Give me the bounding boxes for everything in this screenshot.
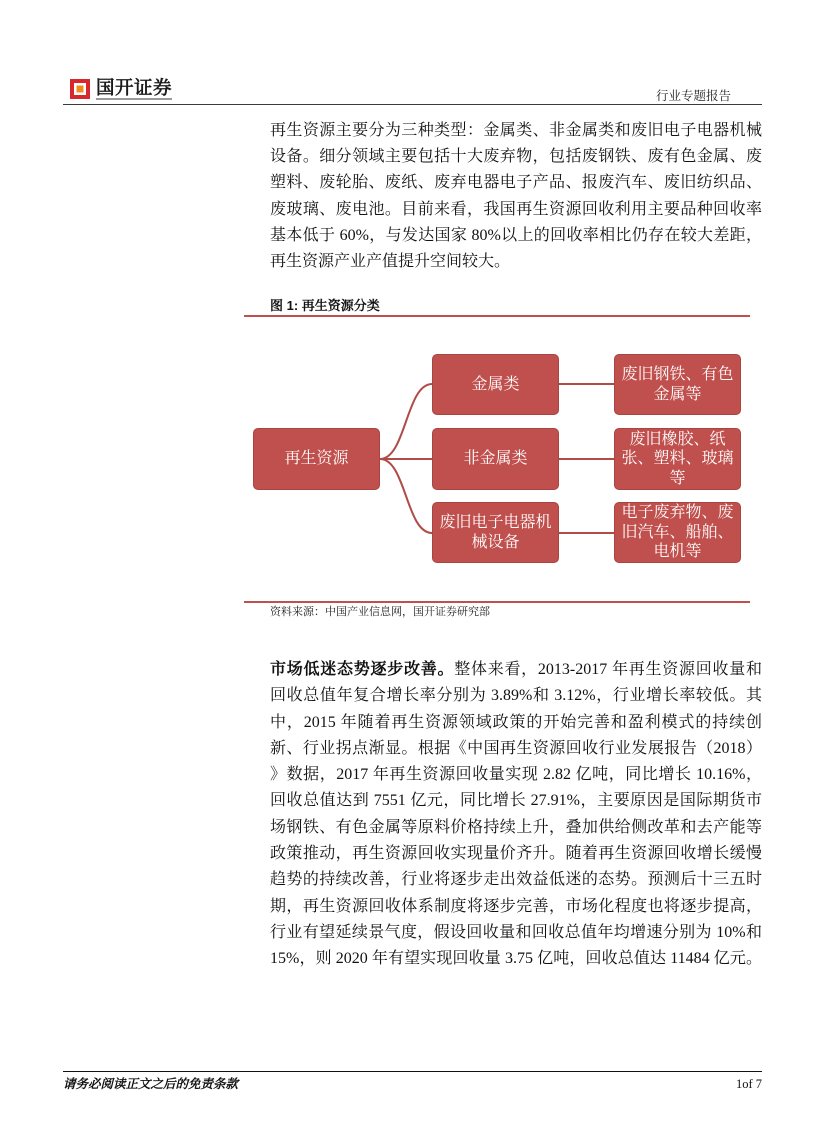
detail-node-label: 旧汽车、船舶、 — [621, 523, 734, 541]
paragraph-line: 政策推动，再生资源回收实现量价齐升。随着再生资源回收增长缓慢 — [270, 845, 762, 863]
page-number: 1of 7 — [735, 1077, 762, 1091]
category-node-label: 非金属类 — [463, 450, 528, 468]
paragraph-line: 15%，则 2020 年有望实现回收量 3.75 亿吨，回收总值达 11484 亿元。 — [270, 950, 762, 968]
detail-node-label: 金属等 — [653, 385, 702, 403]
detail-node-nonmetal — [614, 428, 741, 490]
paragraph-line: 塑料、废轮胎、废纸、废弃电器电子产品、报废汽车、废旧纺织品、 — [270, 174, 762, 192]
footer-divider — [63, 1071, 762, 1072]
paragraph-line: 设备。细分领域主要包括十大废弃物，包括废钢铁、废有色金属、废 — [270, 148, 762, 166]
paragraph-line: 废玻璃、废电池。目前来看，我国再生资源回收利用主要品种回收率 — [270, 200, 762, 218]
paragraph-line: 回收总值年复合增长率分别为 3.89%和 3.12%，行业增长率较低。其 — [270, 687, 762, 705]
detail-node-metal — [614, 354, 741, 415]
footer-disclaimer: 请务必阅读正文之后的免责条款 — [63, 1077, 239, 1091]
category-node-metal — [432, 354, 559, 415]
paragraph-lead-heading: 市场低迷态势逐步改善。 — [270, 661, 455, 678]
paragraph-line: 新、行业拐点渐显。根据《中国再生资源回收行业发展报告（2018） — [270, 739, 762, 757]
figure-source: 资料来源：中国产业信息网，国开证券研究部 — [270, 606, 490, 618]
connector-root-metal — [380, 384, 432, 459]
figure-caption: 图 1: 再生资源分类 — [270, 298, 380, 313]
category-node-label: 械设备 — [471, 533, 520, 551]
paragraph-line: 趋势的持续改善，行业将逐步走出效益低迷的态势。预测后十三五时 — [270, 871, 762, 889]
detail-node-label: 等 — [669, 469, 686, 487]
paragraph-line: 回收总值达到 7551 亿元，同比增长 27.91%，主要原因是国际期货市 — [270, 792, 762, 810]
detail-node-label: 电子废弃物、废 — [621, 504, 734, 522]
logo-wordmark: 国开证券 — [96, 77, 173, 98]
category-node-label: 金属类 — [471, 375, 520, 393]
paragraph-line: 场钢铁、有色金属等原料价格持续上升，叠加供给侧改革和去产能等 — [270, 818, 762, 836]
detail-node-label: 张、塑料、玻璃 — [621, 450, 734, 468]
connector-root-electronics — [380, 459, 432, 533]
paragraph-line: 基本低于 60%，与发达国家 80%以上的回收率相比仍存在较大差距， — [270, 226, 762, 244]
paragraph-line: 期，再生资源回收体系制度将逐步完善，市场化程度也将逐步提高， — [270, 897, 762, 915]
paragraph-line: 再生资源主要分为三种类型：金属类、非金属类和废旧电子电器机械 — [270, 122, 762, 139]
paragraph-line: 中，2015 年随着再生资源领域政策的开始完善和盈利模式的持续创 — [270, 713, 762, 731]
category-node-electronics — [432, 502, 559, 563]
detail-node-label: 电机等 — [653, 543, 702, 561]
paragraph-line: 》数据，2017 年再生资源回收量实现 2.82 亿吨，同比增长 10.16%， — [270, 766, 762, 784]
detail-node-label: 废旧橡胶、纸 — [629, 430, 726, 448]
detail-node-electronics — [614, 502, 741, 563]
root-node-label: 再生资源 — [284, 450, 349, 468]
figure-bottom-rule — [244, 601, 750, 603]
root-node — [253, 428, 380, 490]
category-node-label: 废旧电子电器机 — [439, 514, 552, 531]
detail-node-label: 废旧钢铁、有色 — [621, 366, 734, 383]
paragraph-market — [270, 657, 762, 973]
paragraph-line — [270, 657, 762, 683]
paragraph-line-text: 整体来看，2013-2017 年再生资源回收量和 — [454, 661, 762, 678]
report-type-label: 行业专题报告 — [656, 89, 732, 103]
category-node-nonmetal — [432, 428, 559, 490]
paragraph-line: 再生资源产业产值提升空间较大。 — [270, 252, 511, 270]
paragraph-line: 行业有望延续景气度，假设回收量和回收总值年均增速分别为 10%和 — [270, 923, 762, 941]
